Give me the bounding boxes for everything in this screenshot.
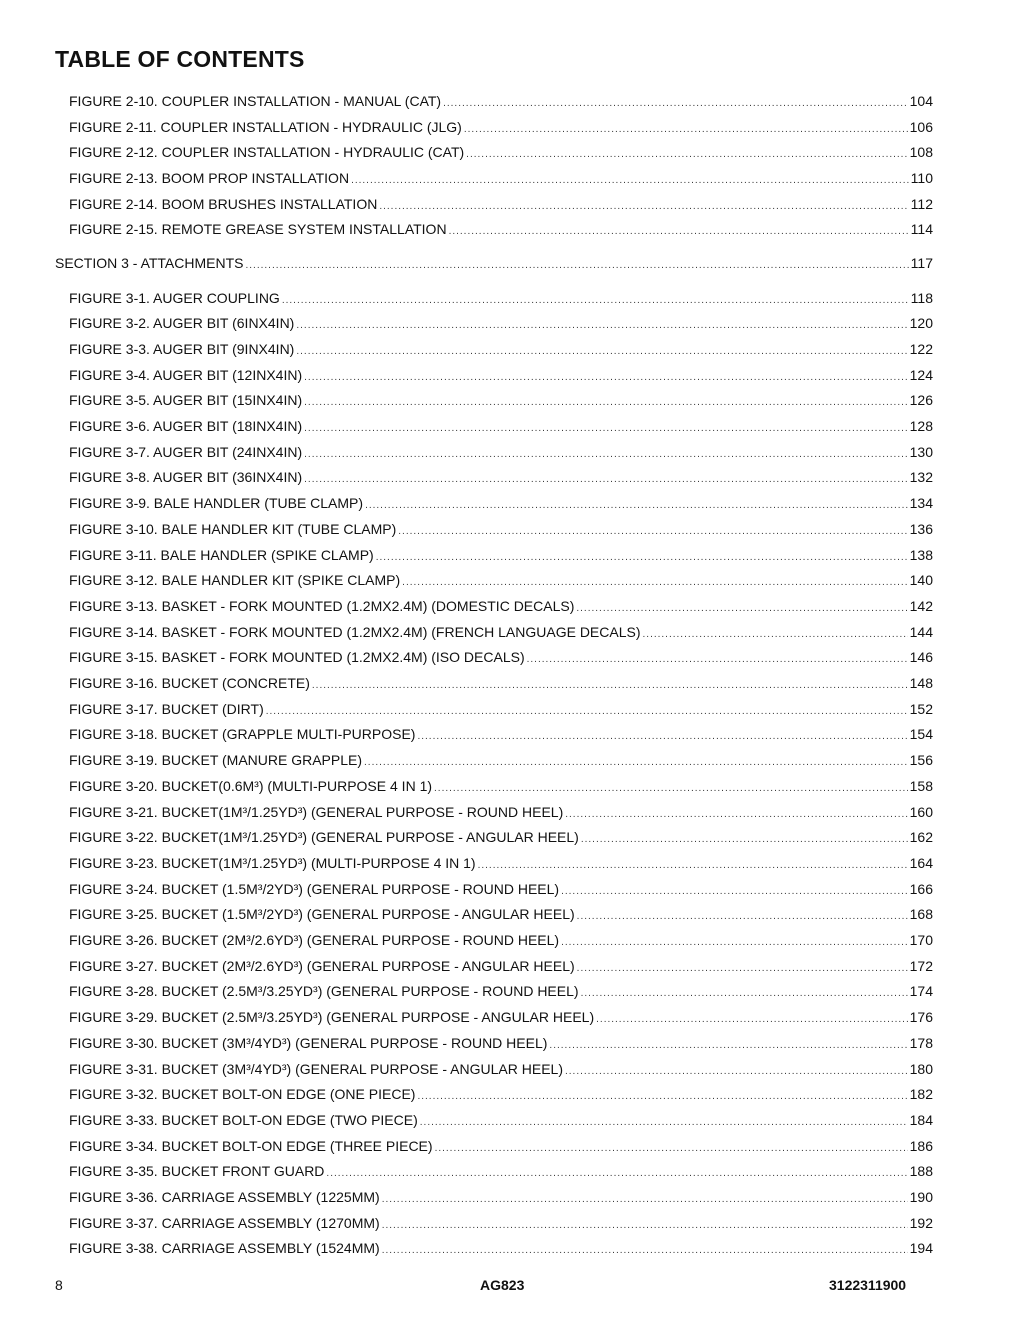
toc-figure-entry[interactable] xyxy=(69,1034,933,1052)
toc-leader-dots xyxy=(581,985,908,1003)
toc-leader-dots xyxy=(351,172,909,190)
toc-entry-page: 182 xyxy=(909,1086,933,1102)
toc-leader-dots xyxy=(379,198,908,216)
toc-entry-page: 170 xyxy=(909,932,933,948)
toc-entry-label: FIGURE 3-15. BASKET - FORK MOUNTED (1.2MX2.4M) (ISO DECALS) xyxy=(69,649,525,665)
toc-leader-dots xyxy=(398,523,907,541)
toc-entry-page: 162 xyxy=(909,829,933,845)
toc-figure-entry[interactable] xyxy=(69,417,933,435)
toc-entry-label: FIGURE 3-1. AUGER COUPLING xyxy=(69,290,280,306)
toc-leader-dots xyxy=(643,626,908,644)
toc-entry-label: FIGURE 3-21. BUCKET(1M³/1.25YD³) (GENERAL PURPOSE - ROUND HEEL) xyxy=(69,804,564,820)
toc-leader-dots xyxy=(417,728,907,746)
toc-entry-label: FIGURE 3-25. BUCKET (1.5M³/2YD³) (GENERAL PURPOSE - ANGULAR HEEL) xyxy=(69,906,575,922)
toc-entry-page: 120 xyxy=(909,315,933,331)
toc-leader-dots xyxy=(282,292,909,310)
toc-figure-entry[interactable] xyxy=(69,1188,933,1206)
toc-figure-entry[interactable] xyxy=(69,880,933,898)
toc-entry-page: 142 xyxy=(909,598,933,614)
toc-figure-entry[interactable] xyxy=(69,520,933,538)
toc-entry-label: FIGURE 3-19. BUCKET (MANURE GRAPPLE) xyxy=(69,752,363,768)
toc-leader-dots xyxy=(382,1191,908,1209)
toc-entry-page: 158 xyxy=(909,778,933,794)
toc-entry-page: 138 xyxy=(909,547,933,563)
toc-entry-label: FIGURE 3-22. BUCKET(1M³/1.25YD³) (GENERAL PURPOSE - ANGULAR HEEL) xyxy=(69,829,579,845)
toc-entry-page: 154 xyxy=(909,726,933,742)
toc-entry-label: FIGURE 3-30. BUCKET (3M³/4YD³) (GENERAL PURPOSE - ROUND HEEL) xyxy=(69,1035,548,1051)
toc-entry-label: FIGURE 2-12. COUPLER INSTALLATION - HYDRAULIC (CAT) xyxy=(69,144,465,160)
toc-entry-page: 104 xyxy=(909,93,933,109)
toc-entry-label: FIGURE 3-34. BUCKET BOLT-ON EDGE (THREE PIECE) xyxy=(69,1138,433,1154)
toc-leader-dots xyxy=(312,677,908,695)
toc-leader-dots xyxy=(304,369,908,387)
toc-entry-label: FIGURE 3-18. BUCKET (GRAPPLE MULTI-PURPOSE) xyxy=(69,726,416,742)
toc-leader-dots xyxy=(443,95,908,113)
toc-entry-label: FIGURE 3-6. AUGER BIT (18INX4IN) xyxy=(69,418,303,434)
toc-entry-page: 122 xyxy=(909,341,933,357)
page-title: TABLE OF CONTENTS xyxy=(55,46,305,72)
toc-entry-page: 106 xyxy=(909,119,933,135)
toc-entry-label: FIGURE 3-13. BASKET - FORK MOUNTED (1.2MX2.4M) (DOMESTIC DECALS) xyxy=(69,598,575,614)
toc-entry-label: FIGURE 3-20. BUCKET(0.6M³) (MULTI-PURPOSE 4 IN 1) xyxy=(69,778,433,794)
toc-figure-entry[interactable] xyxy=(69,623,933,641)
toc-leader-dots xyxy=(577,960,908,978)
toc-leader-dots xyxy=(266,703,908,721)
toc-entry-page: 156 xyxy=(909,752,933,768)
toc-leader-dots xyxy=(382,1242,908,1260)
toc-entry-page: 132 xyxy=(909,469,933,485)
toc-leader-dots xyxy=(464,121,908,139)
toc-entry-page: 164 xyxy=(909,855,933,871)
toc-entry-label: FIGURE 3-23. BUCKET(1M³/1.25YD³) (MULTI-PURPOSE 4 IN 1) xyxy=(69,855,476,871)
toc-leader-dots xyxy=(478,857,908,875)
toc-leader-dots xyxy=(364,754,908,772)
toc-entry-label: FIGURE 3-10. BALE HANDLER KIT (TUBE CLAMP) xyxy=(69,521,397,537)
toc-figure-entry[interactable] xyxy=(69,700,933,718)
toc-entry-label: FIGURE 3-33. BUCKET BOLT-ON EDGE (TWO PIECE) xyxy=(69,1112,418,1128)
toc-leader-dots xyxy=(304,471,908,489)
footer-model: AG823 xyxy=(480,1277,525,1293)
toc-entry-label: FIGURE 3-24. BUCKET (1.5M³/2YD³) (GENERAL PURPOSE - ROUND HEEL) xyxy=(69,881,560,897)
toc-leader-dots xyxy=(304,420,908,438)
toc-figure-entry[interactable] xyxy=(69,854,933,872)
toc-figure-entry[interactable] xyxy=(69,1137,933,1155)
toc-entry-label: FIGURE 3-35. BUCKET FRONT GUARD xyxy=(69,1163,325,1179)
footer-doc-number: 3122311900 xyxy=(829,1277,907,1293)
toc-entry-page: 160 xyxy=(909,804,933,820)
toc-entry-page: 112 xyxy=(910,196,933,212)
toc-figure-entry[interactable] xyxy=(69,982,933,1000)
toc-entry-label: FIGURE 3-16. BUCKET (CONCRETE) xyxy=(69,675,310,691)
toc-figure-entry[interactable] xyxy=(69,648,933,666)
toc-entry-label: FIGURE 3-12. BALE HANDLER KIT (SPIKE CLAMP) xyxy=(69,572,401,588)
toc-entry-page: 178 xyxy=(909,1035,933,1051)
toc-figure-entry[interactable] xyxy=(69,468,933,486)
toc-figure-entry[interactable] xyxy=(69,828,933,846)
toc-leader-dots xyxy=(417,1088,907,1106)
toc-entry-page: 114 xyxy=(910,221,933,237)
toc-entry-page: 152 xyxy=(909,701,933,717)
toc-leader-dots xyxy=(304,394,908,412)
toc-entry-page: 186 xyxy=(909,1138,933,1154)
toc-leader-dots xyxy=(561,883,908,901)
toc-figure-entry[interactable] xyxy=(69,143,933,161)
toc-entry-label: FIGURE 3-11. BALE HANDLER (SPIKE CLAMP) xyxy=(69,547,374,563)
toc-entry-page: 174 xyxy=(909,983,933,999)
toc-figure-entry[interactable] xyxy=(69,1060,933,1078)
toc-figure-entry[interactable] xyxy=(69,366,933,384)
toc-leader-dots xyxy=(382,1217,908,1235)
toc-figure-entry[interactable] xyxy=(69,1111,933,1129)
toc-entry-page: 118 xyxy=(910,290,933,306)
toc-figure-entry[interactable] xyxy=(69,931,933,949)
toc-entry-page: 146 xyxy=(909,649,933,665)
toc-entry-page: 126 xyxy=(909,392,933,408)
toc-entry-page: 192 xyxy=(909,1215,933,1231)
toc-figure-entry[interactable] xyxy=(69,314,933,332)
toc-entry-page: 168 xyxy=(909,906,933,922)
toc-leader-dots xyxy=(246,257,909,275)
toc-figure-entry[interactable] xyxy=(69,905,933,923)
toc-leader-dots xyxy=(527,651,908,669)
toc-figure-entry[interactable] xyxy=(69,391,933,409)
toc-entry-label: FIGURE 3-31. BUCKET (3M³/4YD³) (GENERAL PURPOSE - ANGULAR HEEL) xyxy=(69,1061,563,1077)
toc-leader-dots xyxy=(420,1114,908,1132)
toc-figure-entry[interactable] xyxy=(69,751,933,769)
toc-leader-dots xyxy=(304,446,908,464)
toc-entry-label: FIGURE 3-27. BUCKET (2M³/2.6YD³) (GENERAL PURPOSE - ANGULAR HEEL) xyxy=(69,958,575,974)
toc-entry-label: FIGURE 2-15. REMOTE GREASE SYSTEM INSTALLATION xyxy=(69,221,447,237)
toc-entry-label: FIGURE 3-17. BUCKET (DIRT) xyxy=(69,701,264,717)
toc-entry-label: FIGURE 3-29. BUCKET (2.5M³/3.25YD³) (GENERAL PURPOSE - ANGULAR HEEL) xyxy=(69,1009,595,1025)
toc-figure-entry[interactable] xyxy=(69,777,933,795)
toc-leader-dots xyxy=(549,1037,907,1055)
toc-entry-label: FIGURE 3-7. AUGER BIT (24INX4IN) xyxy=(69,444,303,460)
toc-figure-entry[interactable] xyxy=(69,1008,933,1026)
toc-entry-page: 110 xyxy=(910,170,933,186)
toc-figure-entry[interactable] xyxy=(69,195,933,213)
toc-leader-dots xyxy=(435,1140,908,1158)
toc-entry-page: 184 xyxy=(909,1112,933,1128)
toc-figure-entry[interactable] xyxy=(69,340,933,358)
toc-leader-dots xyxy=(376,549,908,567)
toc-section-entry[interactable] xyxy=(55,254,933,272)
toc-leader-dots xyxy=(565,1063,908,1081)
toc-entry-label: FIGURE 3-38. CARRIAGE ASSEMBLY (1524MM) xyxy=(69,1240,380,1256)
toc-entry-page: 144 xyxy=(909,624,933,640)
toc-leader-dots xyxy=(296,317,907,335)
toc-entry-label: FIGURE 3-5. AUGER BIT (15INX4IN) xyxy=(69,392,303,408)
toc-leader-dots xyxy=(434,780,908,798)
toc-figure-entry[interactable] xyxy=(69,1214,933,1232)
toc-figure-entry[interactable] xyxy=(69,118,933,136)
toc-entry-label: FIGURE 3-14. BASKET - FORK MOUNTED (1.2MX2.4M) (FRENCH LANGUAGE DECALS) xyxy=(69,624,641,640)
toc-entry-page: 166 xyxy=(909,881,933,897)
toc-entry-label: FIGURE 2-11. COUPLER INSTALLATION - HYDRAULIC (JLG) xyxy=(69,119,462,135)
toc-entry-label: SECTION 3 - ATTACHMENTS xyxy=(55,255,244,271)
toc-figure-entry[interactable] xyxy=(69,571,933,589)
toc-figure-entry[interactable] xyxy=(69,494,933,512)
toc-leader-dots xyxy=(581,831,908,849)
toc-figure-entry[interactable] xyxy=(69,220,933,238)
toc-entry-label: FIGURE 3-2. AUGER BIT (6INX4IN) xyxy=(69,315,295,331)
toc-figure-entry[interactable] xyxy=(69,725,933,743)
toc-entry-label: FIGURE 3-8. AUGER BIT (36INX4IN) xyxy=(69,469,303,485)
toc-entry-page: 194 xyxy=(909,1240,933,1256)
toc-entry-label: FIGURE 2-10. COUPLER INSTALLATION - MANUAL (CAT) xyxy=(69,93,442,109)
toc-entry-page: 108 xyxy=(909,144,933,160)
toc-entry-page: 172 xyxy=(909,958,933,974)
toc-entry-page: 134 xyxy=(909,495,933,511)
toc-entry-page: 176 xyxy=(909,1009,933,1025)
toc-leader-dots xyxy=(561,934,908,952)
toc-figure-entry[interactable] xyxy=(69,289,933,307)
toc-entry-page: 124 xyxy=(909,367,933,383)
toc-entry-label: FIGURE 3-9. BALE HANDLER (TUBE CLAMP) xyxy=(69,495,364,511)
toc-entry-label: FIGURE 3-36. CARRIAGE ASSEMBLY (1225MM) xyxy=(69,1189,380,1205)
toc-figure-entry[interactable] xyxy=(69,443,933,461)
toc-figure-entry[interactable] xyxy=(69,1239,933,1257)
toc-entry-page: 190 xyxy=(909,1189,933,1205)
toc-entry-page: 117 xyxy=(910,255,933,271)
toc-figure-entry[interactable] xyxy=(69,1085,933,1103)
toc-entry-label: FIGURE 3-28. BUCKET (2.5M³/3.25YD³) (GENERAL PURPOSE - ROUND HEEL) xyxy=(69,983,579,999)
toc-entry-page: 148 xyxy=(909,675,933,691)
toc-leader-dots xyxy=(577,908,908,926)
toc-leader-dots xyxy=(449,223,909,241)
toc-entry-page: 130 xyxy=(909,444,933,460)
toc-entry-label: FIGURE 3-26. BUCKET (2M³/2.6YD³) (GENERAL PURPOSE - ROUND HEEL) xyxy=(69,932,560,948)
toc-leader-dots xyxy=(466,146,907,164)
toc-leader-dots xyxy=(326,1165,907,1183)
toc-leader-dots xyxy=(365,497,908,515)
toc-figure-entry[interactable] xyxy=(69,169,933,187)
toc-entry-page: 128 xyxy=(909,418,933,434)
toc-entry-label: FIGURE 3-3. AUGER BIT (9INX4IN) xyxy=(69,341,295,357)
toc-figure-entry[interactable] xyxy=(69,92,933,110)
toc-entry-label: FIGURE 2-14. BOOM BRUSHES INSTALLATION xyxy=(69,196,378,212)
footer-page-number: 8 xyxy=(55,1277,63,1293)
toc-entry-page: 188 xyxy=(909,1163,933,1179)
toc-entry-label: FIGURE 2-13. BOOM PROP INSTALLATION xyxy=(69,170,350,186)
toc-leader-dots xyxy=(596,1011,908,1029)
toc-figure-entry[interactable] xyxy=(69,803,933,821)
toc-entry-label: FIGURE 3-37. CARRIAGE ASSEMBLY (1270MM) xyxy=(69,1215,380,1231)
toc-figure-entry[interactable] xyxy=(69,597,933,615)
toc-entry-label: FIGURE 3-32. BUCKET BOLT-ON EDGE (ONE PIECE) xyxy=(69,1086,416,1102)
toc-leader-dots xyxy=(576,600,907,618)
toc-entry-page: 140 xyxy=(909,572,933,588)
toc-entry-page: 136 xyxy=(909,521,933,537)
toc-figure-entry[interactable] xyxy=(69,1162,933,1180)
toc-figure-entry[interactable] xyxy=(69,674,933,692)
toc-leader-dots xyxy=(296,343,907,361)
toc-entry-page: 180 xyxy=(909,1061,933,1077)
toc-leader-dots xyxy=(565,806,907,824)
toc-figure-entry[interactable] xyxy=(69,546,933,564)
toc-entry-label: FIGURE 3-4. AUGER BIT (12INX4IN) xyxy=(69,367,303,383)
toc-figure-entry[interactable] xyxy=(69,957,933,975)
toc-leader-dots xyxy=(402,574,907,592)
